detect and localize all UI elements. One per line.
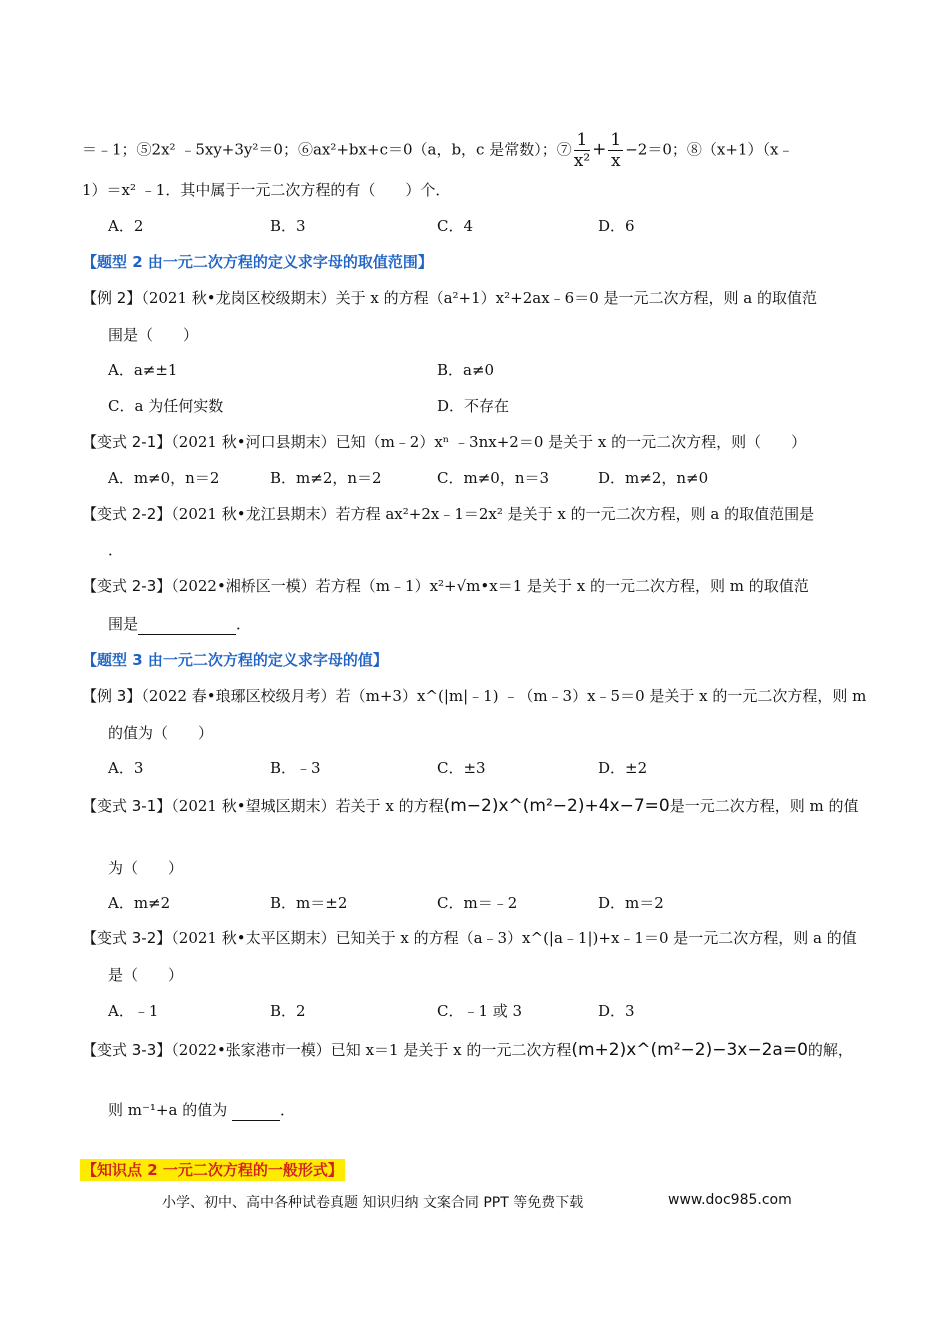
- q1-fraction-2: $\frac{1}{x}$: [610, 130, 622, 171]
- variant32-line-2: 是（ ）: [108, 966, 184, 984]
- answer-blank[interactable]: [138, 614, 236, 635]
- variant31-option-a: A．m≠2: [108, 894, 171, 912]
- variant33-equation: (m+2)x^(m²−2)−3x−2a=0: [571, 1040, 808, 1060]
- variant32-option-c: C．﹣1 或 3: [437, 1002, 523, 1020]
- example3-line-1: [82, 686, 866, 706]
- type2-heading: 【题型 2 由一元二次方程的定义求字母的取值范围】: [82, 253, 433, 271]
- variant22-tag: 【变式 2-2】: [82, 505, 172, 523]
- variant32-tag: 【变式 3-2】: [82, 929, 172, 947]
- variant23-line-2: 围是 ．: [108, 615, 252, 633]
- variant33-line: [82, 1040, 853, 1060]
- variant32-text: （2021 秋•太平区期末）已知关于 x 的方程（a﹣3）x^(|a﹣1|)+x﹣1＝0 是一元二次方程，则 a 的值: [171, 929, 857, 947]
- variant21-option-a: A．m≠0，n＝2: [108, 469, 220, 487]
- example3-line-2: 的值为（ ）: [108, 724, 214, 742]
- variant31-line: [82, 796, 858, 816]
- example3-option-d: D．±2: [598, 759, 648, 777]
- variant31-option-d: D．m＝2: [598, 894, 664, 912]
- variant31-line-2: 为（ ）: [108, 859, 184, 877]
- example3-option-c: C．±3: [437, 759, 486, 777]
- example2-text: （2021 秋•龙岗区校级期末）关于 x 的方程（a²+1）x²+2ax﹣6＝0 是一元二次方程，则 a 的取值范: [141, 289, 817, 307]
- variant21-tag: 【变式 2-1】: [82, 433, 172, 451]
- variant22-text: （2021 秋•龙江县期末）若方程 ax²+2x﹣1＝2x² 是关于 x 的一元二次方程，则 a 的取值范围是: [171, 505, 815, 523]
- variant32-line: [82, 928, 857, 948]
- knowledge-point-heading: 【知识点 2 一元二次方程的一般形式】: [82, 1161, 343, 1179]
- example3-option-b: B．﹣3: [270, 759, 321, 777]
- variant31-text-b: 是一元二次方程，则 m 的值: [669, 797, 859, 815]
- variant21-line: [82, 432, 806, 452]
- q1-option-b: B．3: [270, 217, 306, 235]
- q1-line1-c: ax²+bx+c＝0（a，b，c 是常数）；⑦: [312, 140, 572, 159]
- example2-option-b: B．a≠0: [437, 361, 495, 379]
- q1-line1-b: 2x² ﹣5xy+3y²＝0；⑥: [151, 140, 313, 159]
- variant21-option-d: D．m≠2，n≠0: [598, 469, 709, 487]
- variant21-option-b: B．m≠2，n＝2: [270, 469, 382, 487]
- example2-line-1: [82, 288, 817, 308]
- answer-blank[interactable]: [232, 1100, 280, 1121]
- variant33-text-a: （2022•张家港市一模）已知 x＝1 是关于 x 的一元二次方程: [171, 1041, 572, 1059]
- variant32-option-b: B．2: [270, 1002, 306, 1020]
- variant32-option-a: A．﹣1: [108, 1002, 159, 1020]
- variant21-option-c: C．m≠0，n＝3: [437, 469, 550, 487]
- example2-option-d: D．不存在: [437, 397, 510, 415]
- footer-website-link[interactable]: www.doc985.com: [668, 1192, 792, 1208]
- example2-line-2: 围是（ ）: [108, 326, 199, 344]
- example2-option-a: A．a≠±1: [108, 361, 178, 379]
- variant31-option-c: C．m＝﹣2: [437, 894, 518, 912]
- variant22-line: [82, 504, 814, 524]
- example3-tag: 【例 3】: [82, 687, 142, 705]
- variant32-option-d: D．3: [598, 1002, 635, 1020]
- variant31-equation: (m−2)x^(m²−2)+4x−7=0: [443, 796, 670, 816]
- example2-option-c: C．a 为任何实数: [108, 397, 224, 415]
- variant33-line-2: 则 m⁻¹+a 的值为 ．: [108, 1101, 295, 1119]
- footer-text: 小学、初中、高中各种试卷真题 知识归纳 文案合同 PPT 等免费下载: [162, 1195, 584, 1211]
- example3-option-a: A．3: [108, 759, 144, 777]
- q1-option-c: C．4: [437, 217, 474, 235]
- variant31-tag: 【变式 3-1】: [82, 797, 172, 815]
- q1-line1-d: −2＝0；⑧（x+1）（x﹣: [625, 140, 794, 159]
- q1-line-1: ＝﹣1；⑤2x² ﹣5xy+3y²＝0；⑥ax²+bx+c＝0（a，b，c 是常数）；⑦ $\frac{1}{\text{x²}}$ + $\frac{1}{x}$ −2＝0；⑧（x+1）（x﹣: [82, 130, 794, 171]
- variant21-text: （2021 秋•河口县期末）已知（m﹣2）xⁿ ﹣3nx+2＝0 是关于 x 的一元二次方程，则（ ）: [171, 433, 807, 451]
- variant33-text-b: 的解，: [807, 1041, 853, 1059]
- variant22-line-2: ．: [108, 541, 124, 559]
- example2-tag: 【例 2】: [82, 289, 142, 307]
- q1-option-d: D．6: [598, 217, 635, 235]
- variant31-text-a: （2021 秋•望城区期末）若关于 x 的方程: [171, 797, 444, 815]
- variant23-tag: 【变式 2-3】: [82, 577, 172, 595]
- q1-option-a: A．2: [108, 217, 144, 235]
- example3-text: （2022 春•琅琊区校级月考）若（m+3）x^(|m|﹣1) ﹣（m﹣3）x﹣5＝0 是关于 x 的一元二次方程，则 m: [141, 687, 867, 705]
- q1-line1-a: ＝﹣1；⑤: [82, 140, 152, 159]
- variant31-option-b: B．m＝±2: [270, 894, 348, 912]
- q1-line-2: 1）＝x² ﹣1．其中属于一元二次方程的有（ ）个．: [82, 181, 451, 199]
- variant33-tag: 【变式 3-3】: [82, 1041, 172, 1059]
- variant23-line: [82, 576, 809, 596]
- variant23-text: （2022•湘桥区一模）若方程（m﹣1）x²+√m•x＝1 是关于 x 的一元二次方程，则 m 的取值范: [171, 577, 809, 595]
- type3-heading: 【题型 3 由一元二次方程的定义求字母的值】: [82, 651, 388, 669]
- q1-fraction-1: $\frac{1}{\text{x²}}$: [573, 130, 591, 171]
